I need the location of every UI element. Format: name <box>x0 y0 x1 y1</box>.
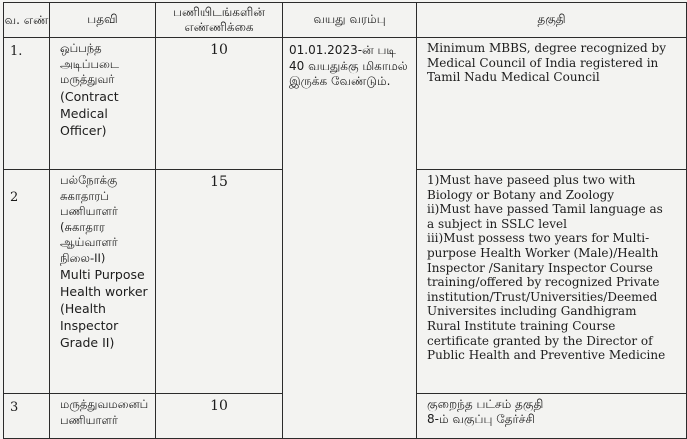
qualification-line: training/offered by recognized Private <box>427 275 660 290</box>
qualification-line: Medical Council of India registered in <box>427 55 659 70</box>
qualification-cell <box>417 170 687 394</box>
row-sno: 2 <box>4 170 50 394</box>
row-sno: 3 <box>4 394 50 439</box>
qualification-line: ii)Must have passed Tamil language as <box>427 202 663 217</box>
qualification-line: iii)Must possess two years for Multi- <box>427 231 650 246</box>
vacancies-cell: 15 <box>156 170 283 394</box>
post-english: Multi Purpose Health worker (Health Inspector Grade II) <box>60 267 148 350</box>
qualification-line: Tamil Nadu Medical Council <box>427 70 600 85</box>
qualification-line: Public Health and Preventive Medicine <box>427 348 666 363</box>
qualification-line: institution/Trust/Universities/Deemed <box>427 289 658 304</box>
post-tamil: பல்நோக்கு சுகாதாரப் பணியாளர் (சுகாதார ஆய்வாளர் நிலை-II) <box>60 173 118 265</box>
post-cell <box>50 394 156 439</box>
qualification-line: 1)Must have paseed plus two with <box>427 173 636 187</box>
header-post: பதவி <box>50 3 156 38</box>
qualification-cell <box>417 394 687 439</box>
post-cell <box>50 38 156 170</box>
recruitment-table <box>3 2 687 439</box>
age-limit-cell: 01.01.2023-ன் படி 40 வயதுக்கு மிகாமல் இருக்க வேண்டும். <box>283 38 417 439</box>
header-vacancies: பணியிடங்களின் எண்ணிக்கை <box>156 3 283 38</box>
qualification-line: Biology or Botany and Zoology <box>427 187 615 202</box>
table-header-row <box>4 3 687 38</box>
vacancies-cell: 10 <box>156 394 283 439</box>
qualification-line: Minimum MBBS, degree recognized by <box>427 41 666 55</box>
post-english: (Contract Medical Officer) <box>60 88 119 138</box>
qualification-line: Universites including Gandhigram <box>427 304 637 319</box>
qualification-cell <box>417 38 687 170</box>
qualification-line: Rural Institute training Course <box>427 318 616 333</box>
qualification-line: a subject in SSLC level <box>427 216 567 231</box>
qualification-line: purpose Health Worker (Male)/Health <box>427 245 659 260</box>
header-age-limit: வயது வரம்பு <box>283 3 417 38</box>
header-sno: வ. எண் <box>4 3 50 38</box>
row-sno: 1. <box>4 38 50 170</box>
vacancies-cell: 10 <box>156 38 283 170</box>
table-row <box>4 38 687 170</box>
header-qualification: தகுதி <box>417 3 687 38</box>
qualification-line: Inspector /Sanitary Inspector Course <box>427 260 653 275</box>
qualification-line: 8-ம் வகுப்பு தேர்ச்சி <box>427 411 535 426</box>
post-tamil: மருத்துவமனைப் பணியாளர் <box>60 397 149 427</box>
qualification-line: குறைந்த பட்சம் தகுதி <box>427 397 544 411</box>
post-cell <box>50 170 156 394</box>
post-tamil: ஒப்பந்த அடிப்படை மருத்துவர் <box>60 41 120 86</box>
qualification-line: certificate granted by the Director of <box>427 333 653 348</box>
